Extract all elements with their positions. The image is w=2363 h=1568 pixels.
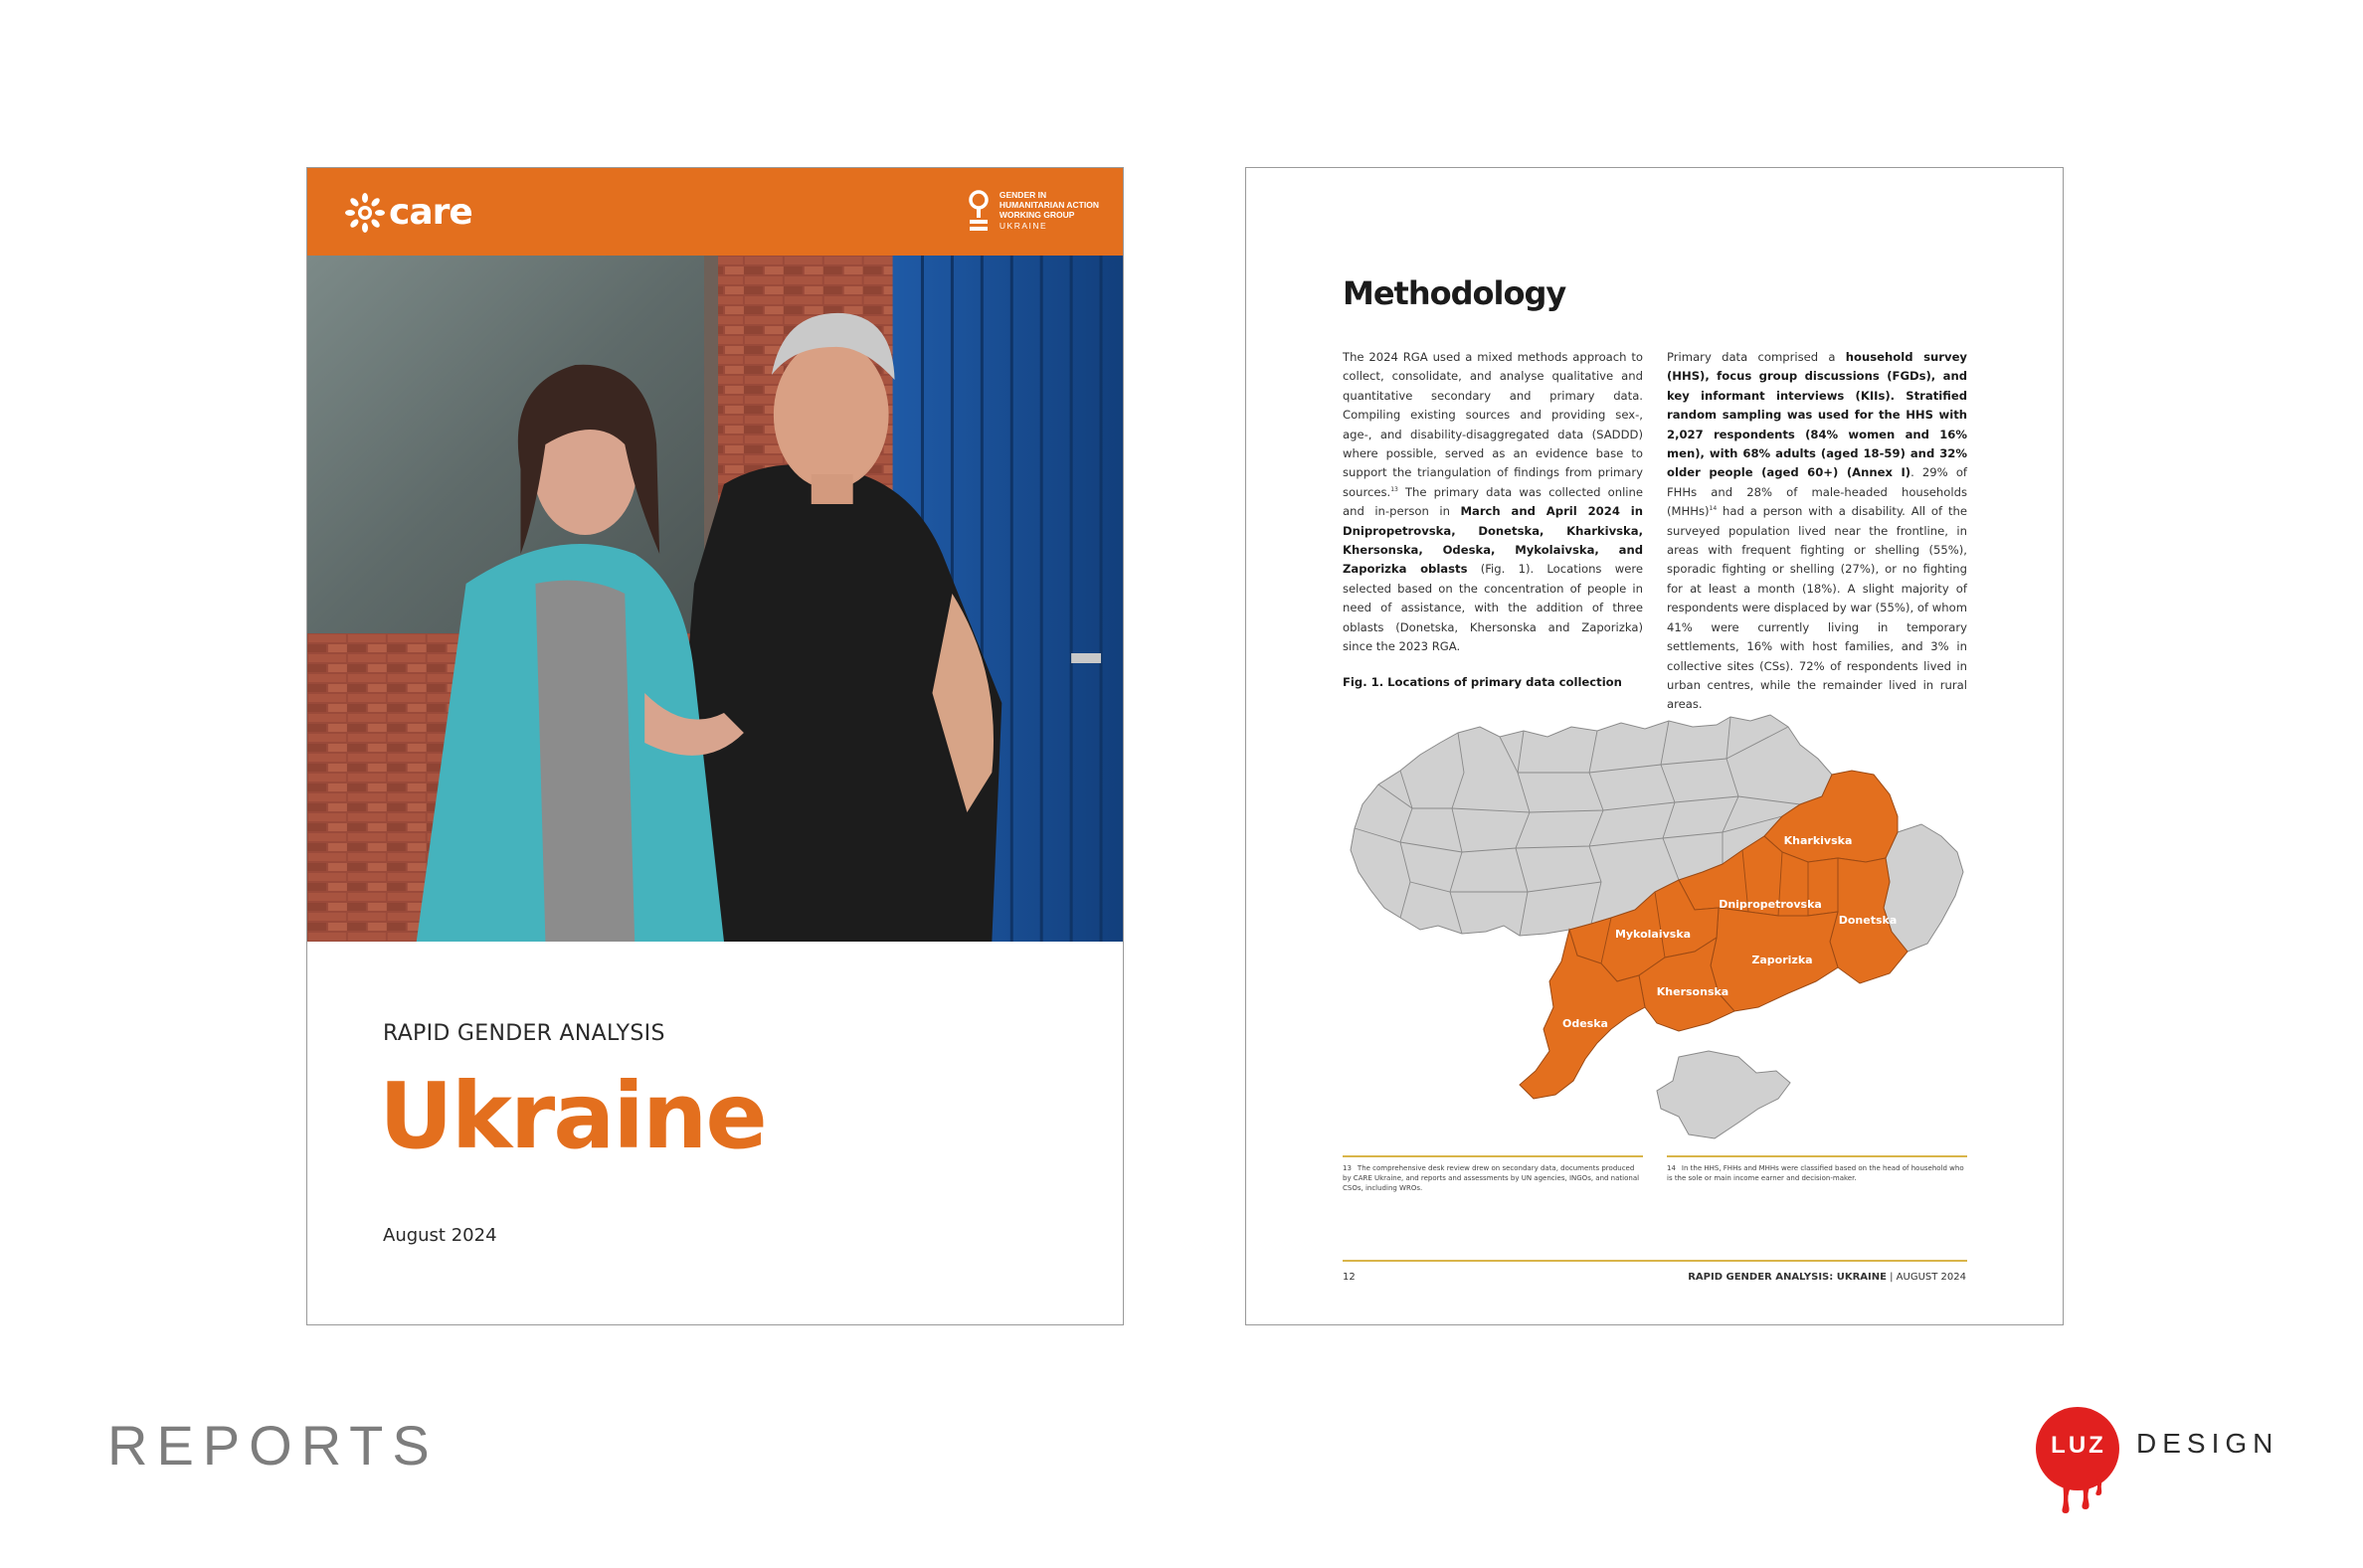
body-column-left [1343,348,1643,657]
right-column-run: household survey (HHS), focus group discussions (FGDs), and key informant interviews (KIIs). Stratified random sampling was used for the HHS with 2,027 respondents (84% women and 16% men), with 68% adults (aged 18-59) and 32% older people (aged 60+) (Annex I) [1667,350,1967,480]
map-label-kharkivska: Kharkivska [1783,834,1853,847]
cover-kicker: RAPID GENDER ANALYSIS [383,1021,665,1046]
footnote-14-text: In the HHS, FHHs and MHHs were classified based on the head of household who is the sole or main income earner and decision-maker. [1667,1164,1964,1182]
giha-line-2: HUMANITARIAN ACTION [999,200,1099,210]
cover-title: Ukraine [379,1063,766,1169]
footnote-14-number: 14 [1667,1164,1676,1172]
map-label-dnipropetrovska: Dnipropetrovska [1719,898,1822,911]
care-logo-text: care [389,192,472,233]
footnote-13-number: 13 [1343,1164,1352,1172]
page-number: 12 [1343,1272,1356,1283]
left-column-run: The primary data was collected online and in-person in [1343,484,1643,519]
report-page-methodology [1245,167,2064,1325]
report-cover [306,167,1124,1325]
body-column-right [1667,348,1967,715]
map-label-zaporizka: Zaporizka [1751,954,1813,966]
right-column-run: . 29% of FHHs and 28% of male-headed households (MHHs) [1667,465,1967,519]
footnote-13 [1343,1163,1643,1193]
giha-line-3: WORKING GROUP [999,210,1075,220]
giha-logo [966,190,1099,234]
page-heading: Methodology [1343,274,1566,312]
footnote-rule-left [1343,1155,1643,1157]
cover-header-band [307,168,1123,256]
map-label-donetska: Donetska [1838,914,1898,927]
right-column-run: 14 [1709,505,1718,513]
page-footer-rule [1343,1260,1967,1262]
map-label-khersonska: Khersonska [1656,985,1729,998]
map-region-luhansk [1884,824,1963,952]
map-label-odeska: Odeska [1562,1017,1608,1030]
giha-line-sub: UKRAINE [999,221,1048,231]
left-column-run: (Fig. 1). Locations were selected based on the concentration of people in need of assistance, with the addition of three oblasts (Donetska, Khersonska and Zaporizka) since the 2023 RGA. [1343,562,1643,654]
footnote-rule-right [1667,1155,1967,1157]
left-column-run: The 2024 RGA used a mixed methods approach to collect, consolidate, and analyse qualitative and quantitative secondary and primary data. Compiling existing sources and providing sex-, age-, and disability-disaggregated data (SADDD) where possible, served as an evidence base to support the triangulation of findings from primary sources. [1343,350,1643,499]
gender-symbol-icon [966,190,992,234]
footnote-13-text: The comprehensive desk review drew on secondary data, documents produced by CARE Ukraine, and reports and assessments by UN agencies, INGOs, and national CSOs, including WROs. [1343,1164,1640,1192]
ukraine-oblast-map [1341,713,1977,1150]
cover-photo [307,256,1123,942]
figure-caption: Fig. 1. Locations of primary data collection [1343,675,1622,689]
care-logo [345,192,472,233]
giha-line-1: GENDER IN [999,190,1047,200]
cover-date: August 2024 [383,1225,497,1246]
section-label: REPORTS [107,1414,439,1477]
running-title: RAPID GENDER ANALYSIS: UKRAINE [1688,1272,1887,1283]
map-label-mykolaivska: Mykolaivska [1614,928,1692,941]
care-sun-icon [345,193,385,233]
right-column-run: Primary data comprised a [1667,350,1846,364]
design-logo-text: DESIGN [2136,1428,2279,1459]
running-footer [1688,1272,1966,1283]
right-column-run: had a person with a disability. All of the surveyed population lived near the frontline, in areas with frequent fighting or shelling (55%), sporadic fighting or shelling (27%), or no fighting for at least a month (18%). A slight majority of respondents were displaced by war (55%), of whom 41% were currently living in temporary settlements, 16% with host families, and 3% in collective sites (CSs). 72% of respondents lived in urban centres, while the remainder lived in rural areas. [1667,504,1967,712]
running-date: | AUGUST 2024 [1886,1272,1966,1283]
map-region-crimea [1657,1051,1790,1138]
left-column-run: March and April 2024 in Dnipropetrovska, Donetska, Kharkivska, Khersonska, Odeska, Mykolaivska, and Zaporizka oblasts [1343,504,1643,577]
left-column-run: 13 [1390,485,1398,493]
footnote-14 [1667,1163,1967,1183]
luz-logo-text: LUZ [2051,1432,2106,1459]
